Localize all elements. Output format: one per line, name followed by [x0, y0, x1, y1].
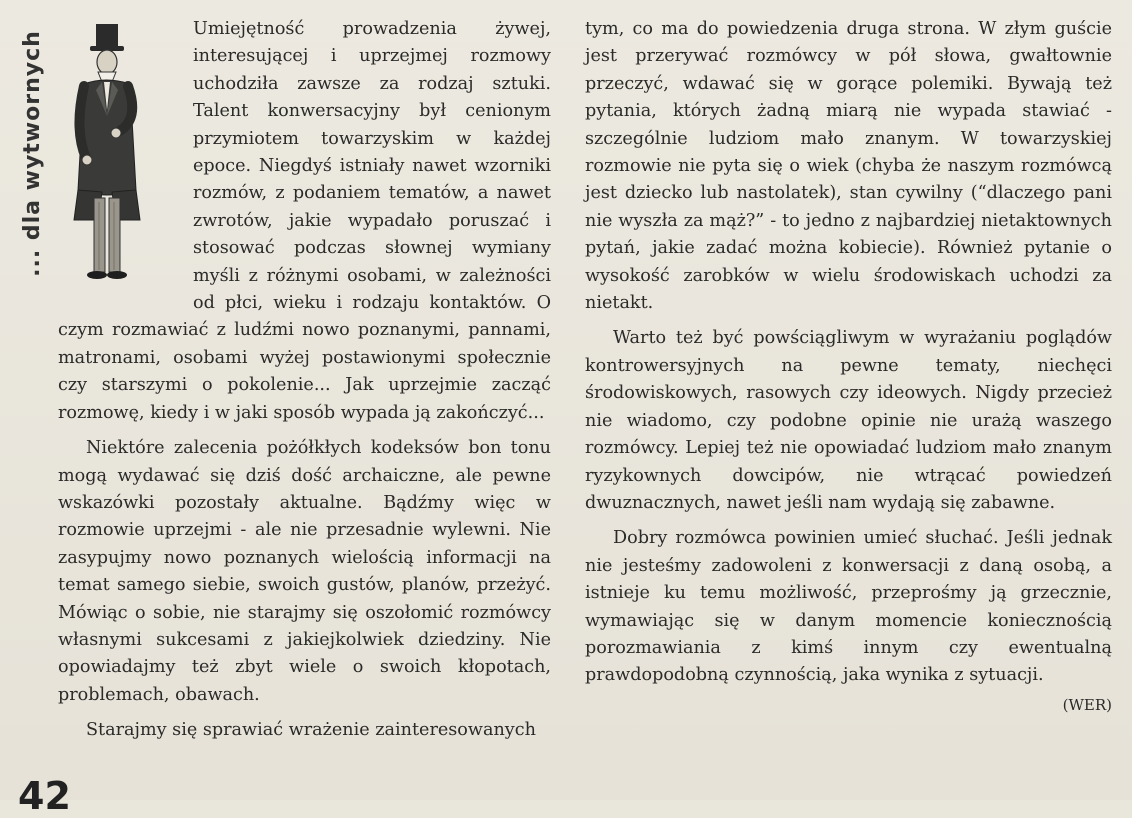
- right-paragraph-2: Warto też być powściągliwym w wyrażaniu poglądów kontrowersyjnych na pewne tematy, niechęci środowiskowych, rasowych czy ideowych. Nigdy przecież nie wiadomo, czy podobne opinie nie urażą waszego rozmówcy. Lepiej też nie opowiadać ludziom mało znanym ryzykownych dowcipów, nie wtrącać powiedzeń dwuznacznych, nawet jeśli nam wydają się zabawne.: [585, 328, 1112, 513]
- left-column: [58, 16, 551, 745]
- right-paragraph-1: tym, co ma do powiedzenia druga strona. W złym guście jest przerywać rozmówcy w pół słowa, gwałtownie przeczyć, wdawać się w gorące polemiki. Bywają też pytania, których żadną miarą nie wypada stawiać - szczególnie ludziom mało znanym. W towarzyskiej rozmowie nie pyta się o wiek (chyba że naszym rozmówcą jest dziecko lub nastolatek), stan cywilny (“dlaczego pani nie wyszła za mąż?” - to jedno z najbardziej nietaktownych pytań, jakie zadać można kobiecie). Również pytanie o wysokość zarobków w wielu środowiskach uchodzi za nietakt.: [585, 19, 1112, 314]
- left-paragraph-1-text: Umiejętność prowadzenia żywej, interesującej i uprzejmej rozmowy uchodziła zawsze za rodzaj sztuki. Talent konwersacyjny był cenionym przymiotem towarzyskim w każdej epoce. Niegdyś istniały nawet wzorniki rozmów, z podaniem tematów, a nawet zwrotów, jakie wypadało poruszać i stosować podczas słownej wymiany myśli z różnymi osobami, w zależności od płci, wieku i rodzaju kontaktów. O czym rozmawiać z ludźmi nowo poznanymi, pannami, matronami, osobami wyżej postawionymi społecznie czy starszymi o pokolenie... Jak uprzejmie zacząć rozmowę, kiedy i w jaki sposób wypada ją zakończyć...: [58, 19, 551, 423]
- right-paragraph-3-text: Dobry rozmówca powinien umieć słuchać. Jeśli jednak nie jesteśmy zadowoleni z konwersacji z daną osobą, a istnieje ku temu możliwość, przeprośmy ją grzecznie, wymawiając się w danym momencie koniecznością porozmawiania z kimś innym czy ewentualną prawdopodobną czynnością, jaka wynika z sytuacji.: [585, 528, 1112, 686]
- left-paragraph-2: Niektóre zalecenia pożółkłych kodeksów bon tonu mogą wydawać się dziś dość archaiczne, ale pewne wskazówki pozostały aktualne. Bądźmy więc w rozmowie uprzejmi - ale nie przesadnie wylewni. Nie zasypujmy nowo poznanych wielością informacji na temat samego siebie, swoich gustów, planów, przeżyć. Mówiąc o sobie, nie starajmy się oszołomić rozmówcy własnymi sukcesami z jakiejkolwiek dziedziny. Nie opowiadajmy też zbyt wiele o swoich kłopotach, problemach, obawach.: [58, 438, 551, 705]
- right-paragraph-3: [585, 525, 1112, 714]
- left-paragraph-1: [58, 16, 551, 427]
- illustration-spacer: [54, 16, 179, 312]
- page-number: 42: [18, 774, 71, 818]
- right-column: [585, 16, 1112, 719]
- left-paragraph-3: Starajmy się sprawiać wrażenie zainteresowanych: [86, 720, 536, 741]
- author-signature: (WER): [1062, 695, 1112, 714]
- section-label: [14, 18, 50, 288]
- section-label-text: ... dla wytwornych: [19, 29, 45, 277]
